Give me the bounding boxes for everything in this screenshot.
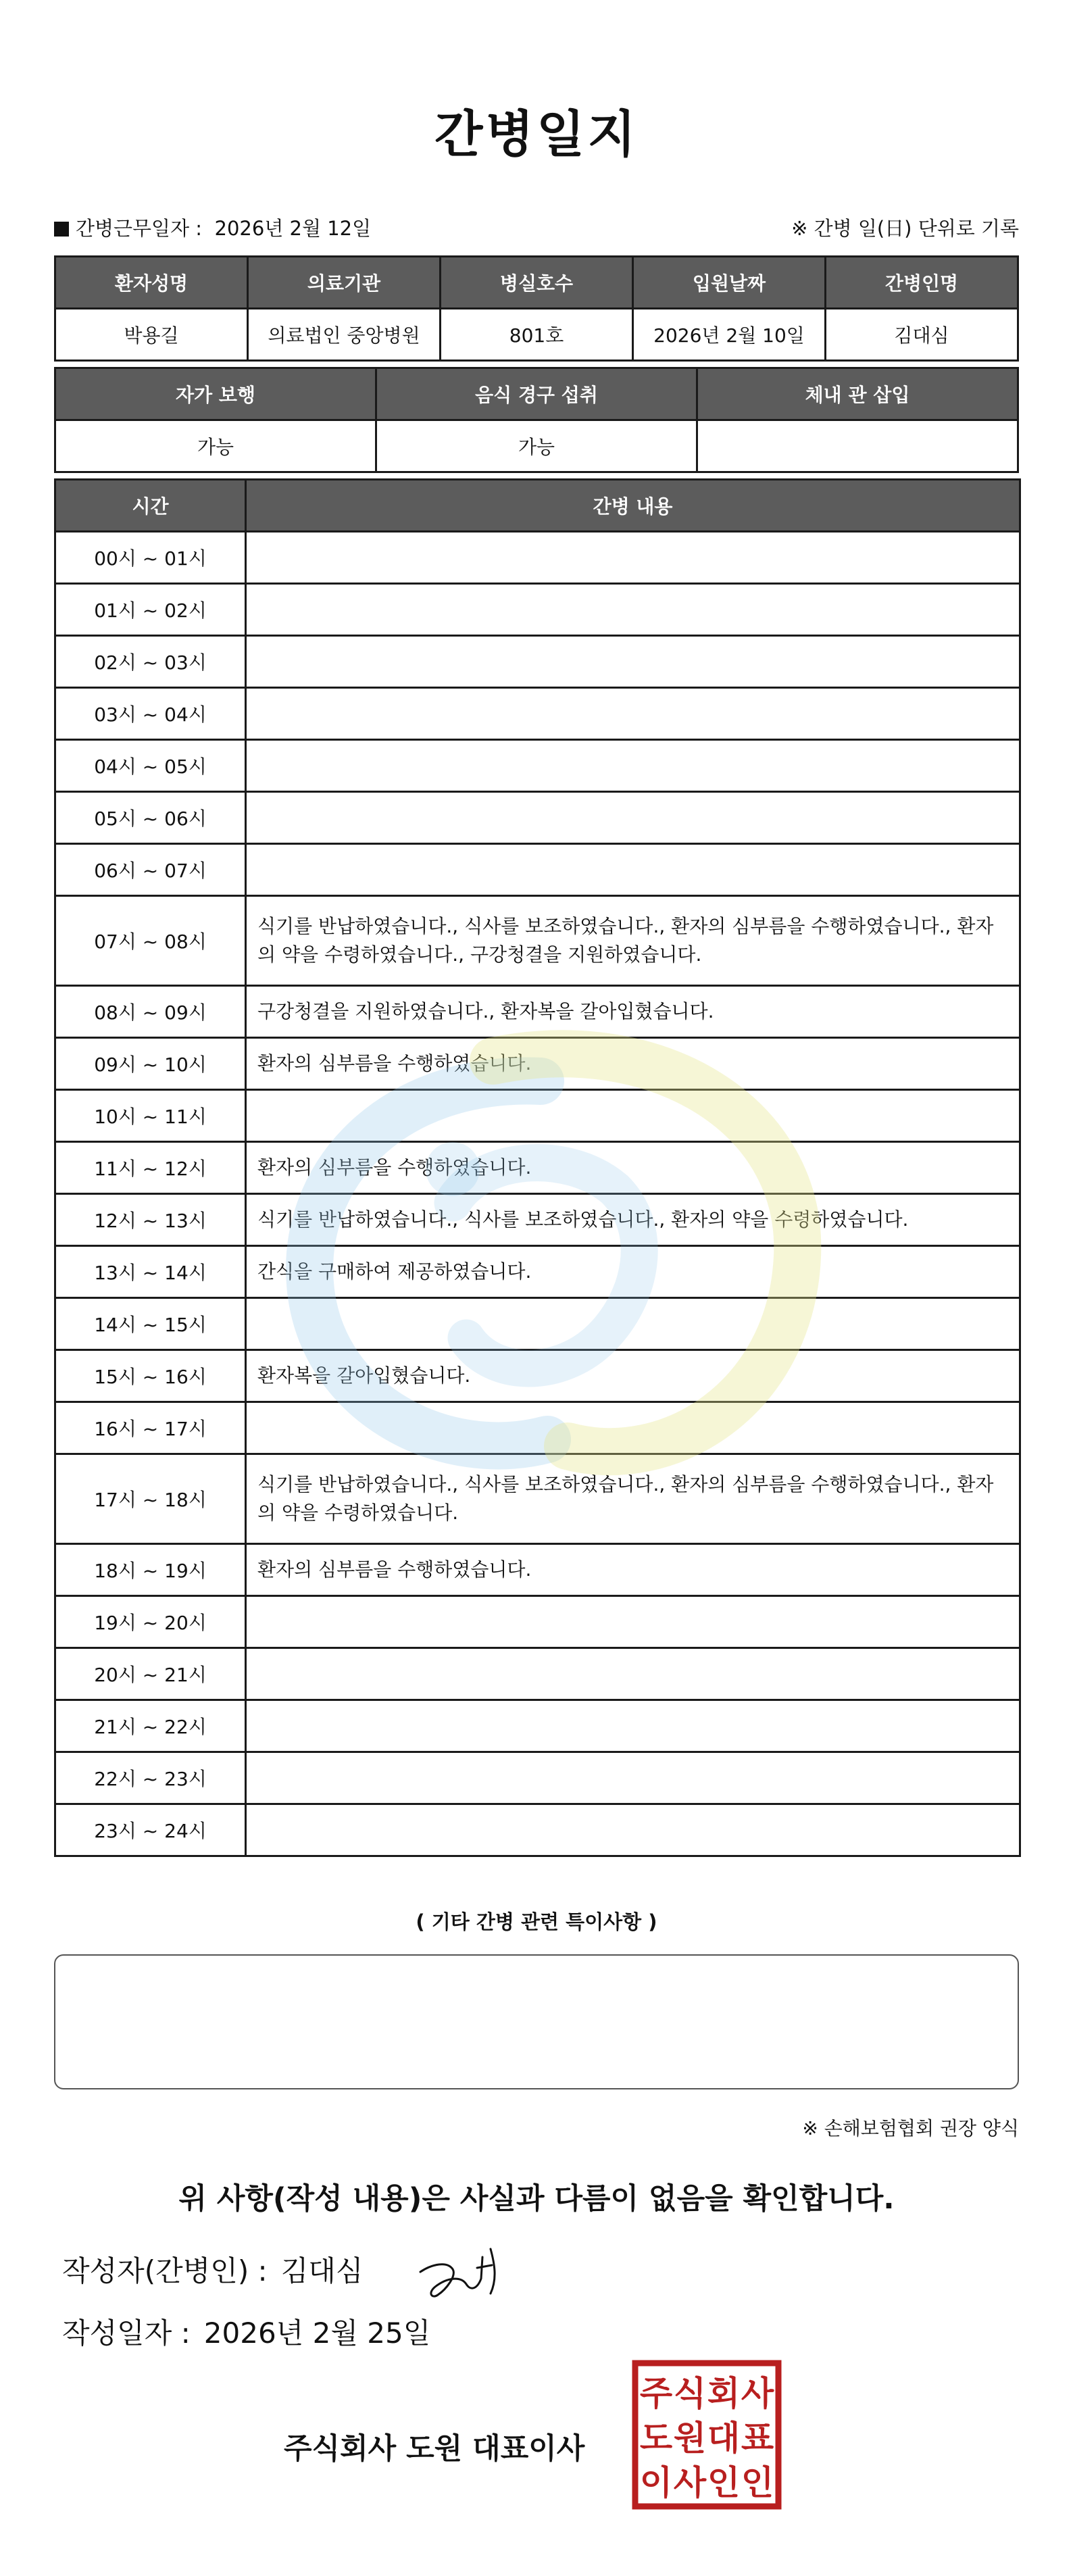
time-cell: 20시 ~ 21시: [55, 1648, 246, 1700]
admission-date-value: 2026년 2월 10일: [633, 309, 826, 361]
hospital-value: 의료법인 중앙병원: [248, 309, 441, 361]
svg-text:원: 원: [673, 2419, 707, 2458]
work-date-value: 2026년 2월 12일: [214, 217, 372, 240]
table-row: [55, 1596, 1020, 1648]
page-title: 간병일지: [434, 105, 639, 164]
date-value: 2026년 2월 25일: [203, 2317, 431, 2350]
work-date: [54, 214, 371, 241]
oral-intake-value: 가능: [376, 420, 697, 472]
date-line: [62, 2311, 430, 2352]
content-cell: [246, 532, 1020, 584]
room-value: 801호: [441, 309, 633, 361]
table-row: [55, 1648, 1020, 1700]
time-cell: 07시 ~ 08시: [55, 896, 246, 986]
header-oral-intake: 음식 경구 섭취: [376, 368, 697, 420]
care-log-table: [54, 478, 1021, 1857]
time-cell: 15시 ~ 16시: [55, 1350, 246, 1402]
svg-text:사: 사: [741, 2374, 774, 2413]
work-date-label: 간병근무일자 :: [76, 217, 203, 240]
table-row: [55, 309, 1018, 361]
time-cell: 16시 ~ 17시: [55, 1402, 246, 1454]
content-cell: 식기를 반납하였습니다., 식사를 보조하였습니다., 환자의 약을 수령하였습니다.: [246, 1194, 1020, 1246]
svg-text:인: 인: [707, 2463, 741, 2502]
table-row: [55, 1194, 1020, 1246]
table-row: [55, 1700, 1020, 1752]
header-care-content: 간병 내용: [246, 480, 1020, 532]
time-cell: 03시 ~ 04시: [55, 688, 246, 740]
time-cell: 01시 ~ 02시: [55, 584, 246, 636]
form-note: ※ 손해보험협회 권장 양식: [802, 2117, 1019, 2139]
time-cell: 22시 ~ 23시: [55, 1752, 246, 1804]
table-row: [55, 896, 1020, 986]
walking-value: 가능: [55, 420, 376, 472]
header-room: 병실호수: [441, 257, 633, 309]
header-caregiver: 간병인명: [826, 257, 1018, 309]
table-row: [55, 636, 1020, 688]
table-row: [55, 740, 1020, 792]
time-cell: 11시 ~ 12시: [55, 1142, 246, 1194]
time-cell: 14시 ~ 15시: [55, 1298, 246, 1350]
table-row: [55, 1246, 1020, 1298]
table-row: [55, 1298, 1020, 1350]
table-row: [55, 1350, 1020, 1402]
patient-info-table: [54, 255, 1019, 362]
svg-text:사: 사: [673, 2463, 707, 2502]
time-cell: 18시 ~ 19시: [55, 1544, 246, 1596]
content-cell: 간식을 구매하여 제공하였습니다.: [246, 1246, 1020, 1298]
svg-text:인: 인: [741, 2463, 774, 2502]
table-header-row: [55, 368, 1018, 420]
table-row: [55, 1402, 1020, 1454]
company-name: 주식회사 도원 대표이사: [284, 2432, 585, 2466]
content-cell: 환자의 심부름을 수행하였습니다.: [246, 1544, 1020, 1596]
table-row: [55, 1804, 1020, 1856]
svg-text:도: 도: [639, 2419, 673, 2458]
patient-name-value: 박용길: [55, 309, 248, 361]
confirmation-statement: 위 사항(작성 내용)은 사실과 다름이 없음을 확인합니다.: [178, 2182, 895, 2216]
writer-label: 작성자(간병인) :: [62, 2254, 268, 2287]
content-cell: [246, 688, 1020, 740]
time-cell: 17시 ~ 18시: [55, 1454, 246, 1544]
content-cell: [246, 792, 1020, 844]
table-row: [55, 532, 1020, 584]
table-header-row: [55, 480, 1020, 532]
signature-icon: [412, 2237, 514, 2304]
table-row: [55, 1752, 1020, 1804]
time-cell: 09시 ~ 10시: [55, 1038, 246, 1090]
content-cell: [246, 1596, 1020, 1648]
special-notes-box[interactable]: [54, 1954, 1019, 2089]
time-cell: 08시 ~ 09시: [55, 986, 246, 1038]
record-unit-note: ※ 간병 일(日) 단위로 기록: [791, 217, 1019, 240]
time-cell: 02시 ~ 03시: [55, 636, 246, 688]
svg-text:대: 대: [707, 2419, 741, 2458]
content-cell: [246, 844, 1020, 896]
content-cell: [246, 636, 1020, 688]
content-cell: 식기를 반납하였습니다., 식사를 보조하였습니다., 환자의 심부름을 수행하였습니다., 환자의 약을 수령하였습니다.: [246, 1454, 1020, 1544]
table-row: [55, 792, 1020, 844]
content-cell: [246, 1804, 1020, 1856]
svg-text:주: 주: [639, 2374, 673, 2413]
content-cell: 환자복을 갈아입혔습니다.: [246, 1350, 1020, 1402]
svg-text:표: 표: [741, 2419, 774, 2458]
table-row: [55, 420, 1018, 472]
time-cell: 21시 ~ 22시: [55, 1700, 246, 1752]
table-row: [55, 1090, 1020, 1142]
content-cell: [246, 584, 1020, 636]
content-cell: [246, 1090, 1020, 1142]
content-cell: [246, 1752, 1020, 1804]
tube-value: [697, 420, 1018, 472]
time-cell: 05시 ~ 06시: [55, 792, 246, 844]
table-row: [55, 1038, 1020, 1090]
content-cell: 구강청결을 지원하였습니다., 환자복을 갈아입혔습니다.: [246, 986, 1020, 1038]
time-cell: 04시 ~ 05시: [55, 740, 246, 792]
writer-name: 김대심: [280, 2254, 364, 2287]
time-cell: 13시 ~ 14시: [55, 1246, 246, 1298]
content-cell: [246, 1648, 1020, 1700]
content-cell: [246, 1298, 1020, 1350]
content-cell: 환자의 심부름을 수행하였습니다.: [246, 1142, 1020, 1194]
patient-status-table: [54, 367, 1019, 473]
table-row: [55, 584, 1020, 636]
table-row: [55, 1142, 1020, 1194]
meta-row: [54, 214, 1019, 243]
header-patient-name: 환자성명: [55, 257, 248, 309]
table-header-row: [55, 257, 1018, 309]
table-row: [55, 1454, 1020, 1544]
header-walking: 자가 보행: [55, 368, 376, 420]
content-cell: 식기를 반납하였습니다., 식사를 보조하였습니다., 환자의 심부름을 수행하였습니다., 환자의 약을 수령하였습니다., 구강청결을 지원하였습니다.: [246, 896, 1020, 986]
time-cell: 06시 ~ 07시: [55, 844, 246, 896]
content-cell: [246, 1700, 1020, 1752]
table-row: [55, 986, 1020, 1038]
svg-text:회: 회: [707, 2374, 741, 2413]
table-row: [55, 844, 1020, 896]
time-cell: 19시 ~ 20시: [55, 1596, 246, 1648]
content-cell: [246, 1402, 1020, 1454]
writer-line: [62, 2249, 363, 2289]
svg-text:식: 식: [673, 2374, 707, 2413]
time-cell: 10시 ~ 11시: [55, 1090, 246, 1142]
header-hospital: 의료기관: [248, 257, 441, 309]
square-bullet-icon: [54, 222, 69, 237]
header-time: 시간: [55, 480, 246, 532]
date-label: 작성일자 :: [62, 2317, 191, 2350]
time-cell: 23시 ~ 24시: [55, 1804, 246, 1856]
company-seal-icon: [632, 2360, 782, 2510]
table-row: [55, 1544, 1020, 1596]
header-admission-date: 입원날짜: [633, 257, 826, 309]
time-cell: 12시 ~ 13시: [55, 1194, 246, 1246]
content-cell: 환자의 심부름을 수행하였습니다.: [246, 1038, 1020, 1090]
caregiver-value: 김대심: [826, 309, 1018, 361]
header-tube: 체내 관 삽입: [697, 368, 1018, 420]
svg-text:이: 이: [639, 2463, 673, 2502]
content-cell: [246, 740, 1020, 792]
special-notes-title: ( 기타 간병 관련 특이사항 ): [416, 1910, 657, 1933]
table-row: [55, 688, 1020, 740]
time-cell: 00시 ~ 01시: [55, 532, 246, 584]
